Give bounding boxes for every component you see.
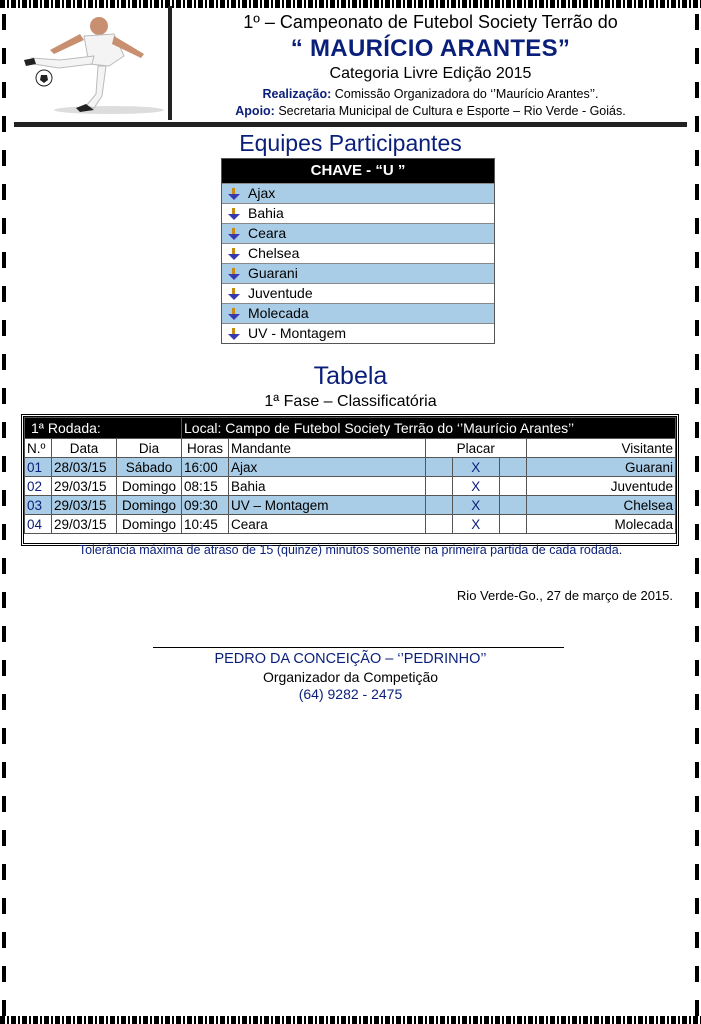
team-name: Ajax [248,185,276,201]
team-name: Molecada [248,305,309,321]
col-data: Data [52,439,117,458]
home-team: Ceara [229,515,426,534]
arrow-down-icon [228,268,240,280]
game-date: 29/03/15 [52,496,117,515]
home-team: Bahia [229,477,426,496]
tolerance-note: Tolerância máxima de atraso de 15 (quinze) minutos somente na primeira partida de cada rodada. [78,543,623,557]
column-header-row [25,439,676,458]
col-n: N.º [25,439,52,458]
team-item [222,243,494,263]
game-time: 10:45 [182,515,229,534]
table-section-title: Tabela [313,362,388,390]
header-line-1: 1º – Campeonato de Futebol Society Terrão do [243,12,618,32]
teams-table [221,158,495,344]
team-name: Juventude [248,285,313,301]
realizacao-text: Comissão Organizadora do ‘’Maurício Arantes’’. [331,87,599,101]
away-score [499,477,526,496]
game-row [25,458,676,477]
round-header-row [25,418,676,439]
game-row [25,496,676,515]
away-team: Chelsea [526,496,675,515]
signature-line [153,647,564,648]
team-name: Ceara [248,225,287,241]
col-horas: Horas [182,439,229,458]
page-border-left [0,8,9,1016]
team-item [222,263,494,283]
team-item [222,203,494,223]
header-title: “ MAURÍCIO ARANTES” [290,35,571,62]
team-item [222,303,494,323]
game-number: 02 [25,477,52,496]
arrow-down-icon [228,248,240,260]
away-team: Molecada [526,515,675,534]
away-team: Juventude [526,477,675,496]
team-name: Bahia [248,205,284,221]
col-dia: Dia [117,439,182,458]
document-header [14,6,687,127]
team-name: UV - Montagem [248,325,347,341]
game-time: 09:30 [182,496,229,515]
apoio-text: Secretaria Municipal de Cultura e Esporte – Rio Verde - Goiás. [274,104,626,118]
team-item [222,323,494,343]
versus-mark: X [453,458,500,477]
home-team: Ajax [229,458,426,477]
versus-mark: X [453,515,500,534]
versus-mark: X [453,477,500,496]
team-item [222,183,494,203]
round-label: 1ª Rodada: [25,418,182,439]
arrow-down-icon [228,288,240,300]
apoio-label: Apoio: [235,104,275,118]
col-mandante: Mandante [229,439,426,458]
game-time: 16:00 [182,458,229,477]
team-item [222,283,494,303]
team-name: Chelsea [248,245,300,261]
away-score [499,515,526,534]
header-apoio [174,104,687,118]
signer-role: Organizador da Competição [262,669,439,685]
group-header: CHAVE - “U ” [222,159,494,183]
away-score [499,496,526,515]
soccer-player-image [14,6,172,120]
game-number: 04 [25,515,52,534]
arrow-down-icon [228,188,240,200]
header-realizacao [174,87,687,101]
game-date: 28/03/15 [52,458,117,477]
document-date: Rio Verde-Go., 27 de março de 2015. [456,588,673,603]
game-row [25,515,676,534]
home-team: UV – Montagem [229,496,426,515]
games-table [21,414,679,546]
game-day: Domingo [117,496,182,515]
page-border-right [692,8,701,1016]
game-date: 29/03/15 [52,515,117,534]
phase-subtitle: 1ª Fase – Classificatória [264,393,437,410]
arrow-down-icon [228,228,240,240]
arrow-down-icon [228,328,240,340]
realizacao-label: Realização: [262,87,332,101]
game-day: Sábado [117,458,182,477]
away-score [499,458,526,477]
team-item [222,223,494,243]
versus-mark: X [453,496,500,515]
page-border-bottom [0,1016,701,1024]
game-day: Domingo [117,477,182,496]
game-row [25,477,676,496]
header-category: Categoria Livre Edição 2015 [329,65,532,82]
game-number: 03 [25,496,52,515]
away-team: Guarani [526,458,675,477]
game-date: 29/03/15 [52,477,117,496]
arrow-down-icon [228,208,240,220]
game-day: Domingo [117,515,182,534]
team-name: Guarani [248,265,298,281]
soccer-player-icon [14,6,164,118]
round-location: Local: Campo de Futebol Society Terrão do ‘’Maurício Arantes’’ [182,418,676,439]
col-visitante: Visitante [526,439,675,458]
arrow-down-icon [228,308,240,320]
signer-phone: (64) 9282 - 2475 [298,686,403,702]
game-time: 08:15 [182,477,229,496]
teams-section-title: Equipes Participantes [239,130,462,156]
game-number: 01 [25,458,52,477]
home-score [426,458,453,477]
home-score [426,477,453,496]
signer-name: PEDRO DA CONCEIÇÃO – ‘’PEDRINHO’’ [214,651,487,667]
col-placar: Placar [426,439,527,458]
home-score [426,515,453,534]
home-score [426,496,453,515]
